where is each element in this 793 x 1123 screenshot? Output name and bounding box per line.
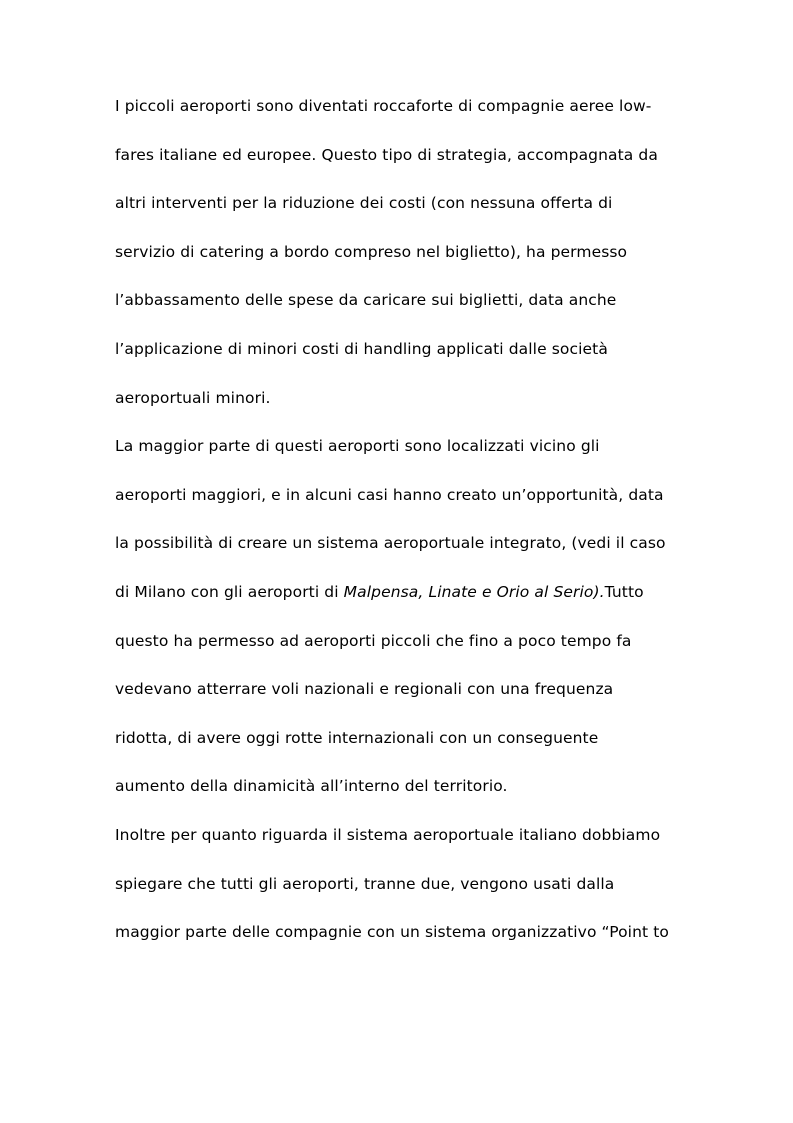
text-line-16: Inoltre per quanto riguarda il sistema aeroportuale italiano dobbiamo <box>115 826 661 844</box>
text-line-11-plain: di Milano con gli aeroporti di <box>115 583 344 601</box>
text-line-17: spiegare che tutti gli aeroporti, tranne due, vengono usati dalla <box>115 875 615 893</box>
text-line-9: aeroporti maggiori, e in alcuni casi hanno creato un’opportunità, data <box>115 486 664 504</box>
text-line-11 <box>115 582 644 602</box>
text-line-6: l’applicazione di minori costi di handling applicati dalle società <box>115 340 608 358</box>
text-line-2: fares italiane ed europee. Questo tipo di strategia, accompagnata da <box>115 146 658 164</box>
text-line-5: l’abbassamento delle spese da caricare sui biglietti, data anche <box>115 291 617 309</box>
text-line-3: altri interventi per la riduzione dei costi (con nessuna offerta di <box>115 194 613 212</box>
text-line-4: servizio di catering a bordo compreso nel biglietto), ha permesso <box>115 243 628 261</box>
text-line-11-italic: Malpensa, Linate e Orio al Serio). <box>343 583 605 601</box>
text-line-1: I piccoli aeroporti sono diventati roccaforte di compagnie aeree low- <box>115 97 652 115</box>
text-line-13: vedevano atterrare voli nazionali e regionali con una frequenza <box>115 680 614 698</box>
text-line-11-tail: Tutto <box>604 583 644 601</box>
text-line-15: aumento della dinamicità all’interno del territorio. <box>115 777 508 795</box>
text-line-10: la possibilità di creare un sistema aeroportuale integrato, (vedi il caso <box>115 534 666 552</box>
text-line-18: maggior parte delle compagnie con un sistema organizzativo “Point to <box>115 923 669 941</box>
text-line-14: ridotta, di avere oggi rotte internazionali con un conseguente <box>115 729 599 747</box>
text-line-7: aeroportuali minori. <box>115 389 271 407</box>
text-line-12: questo ha permesso ad aeroporti piccoli che fino a poco tempo fa <box>115 632 632 650</box>
text-line-8: La maggior parte di questi aeroporti sono localizzati vicino gli <box>115 437 600 455</box>
